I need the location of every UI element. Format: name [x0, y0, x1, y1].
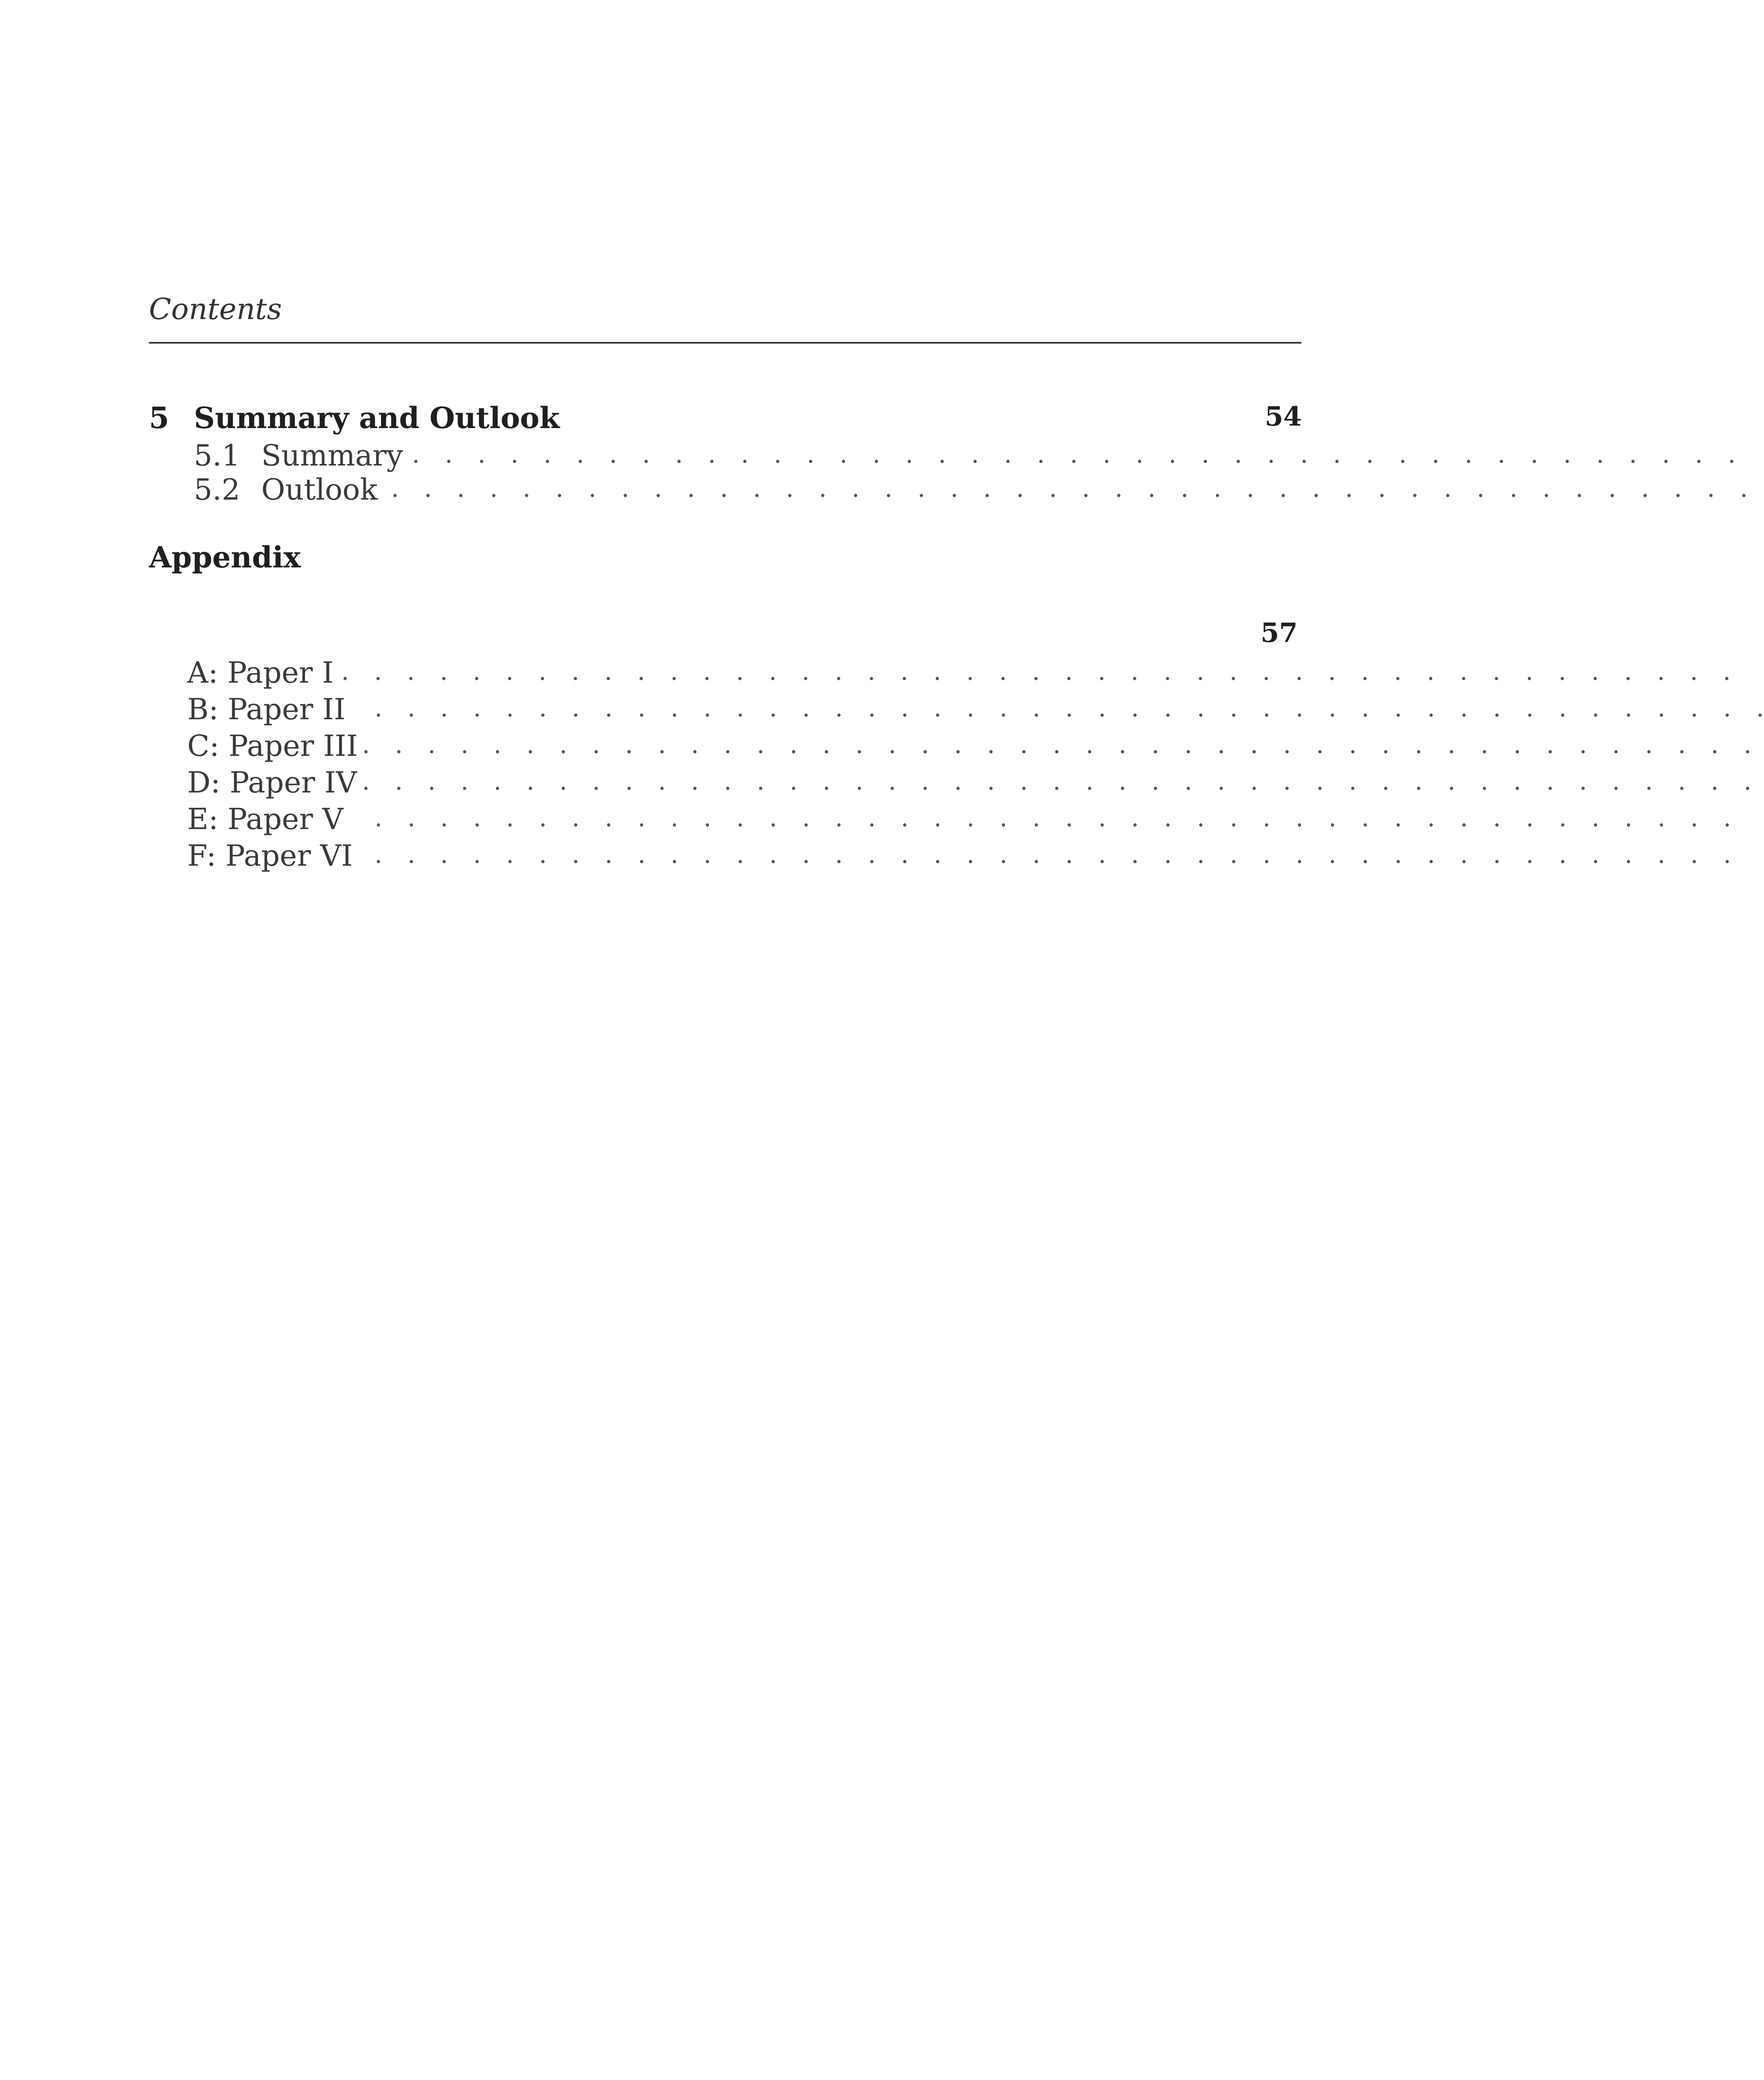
toc-section-number: 5.1: [194, 438, 240, 473]
running-head: Contents: [149, 292, 282, 326]
dot-leader: . . . . . . . . . . . . . . . . . . . . . . . . . . . . . . . . . . . . . . . . . .: [391, 474, 1748, 503]
chapter-number: 5: [149, 401, 169, 435]
toc-section-number: 5.2: [194, 473, 240, 507]
toc-appendix-item: A: Paper I: [187, 656, 334, 690]
chapter-page-number: 54: [1265, 401, 1302, 432]
dot-leader: . . . . . . . . . . . . . . . . . . . . . . . . . . . . . . . . . . . . . . . . . .: [374, 840, 1732, 869]
chapter-title: Summary and Outlook: [194, 401, 560, 435]
toc-section-title: Summary: [261, 438, 403, 473]
dot-leader: . . . . . . . . . . . . . . . . . . . . . . . . . . . . . . . . . . . . . . . . . .: [374, 803, 1732, 832]
dot-leader: . . . . . . . . . . . . . . . . . . . . . . . . . . . . . . . . . . . . . . . . . . .: [362, 767, 1752, 796]
toc-appendix-item: D: Paper IV: [187, 765, 357, 800]
toc-appendix-item: B: Paper II: [187, 692, 346, 726]
toc-appendix-item: E: Paper V: [187, 802, 344, 836]
dot-leader: . . . . . . . . . . . . . . . . . . . . . . . . . . . . . . . . . . . . . . . . . . .: [374, 693, 1764, 723]
header-rule: [149, 342, 1301, 344]
toc-appendix-item: F: Paper VI: [187, 839, 353, 873]
dot-leader: . . . . . . . . . . . . . . . . . . . . . . . . . . . . . . . . . . . . . . . . .: [412, 440, 1736, 469]
appendix-title: Appendix: [149, 540, 301, 574]
toc-section-title: Outlook: [261, 473, 378, 507]
dot-leader: . . . . . . . . . . . . . . . . . . . . . . . . . . . . . . . . . . . . . . . . . . .: [341, 657, 1731, 686]
toc-appendix-item: C: Paper III: [187, 729, 358, 763]
appendix-page-number: 57: [1261, 617, 1298, 649]
dot-leader: . . . . . . . . . . . . . . . . . . . . . . . . . . . . . . . . . . . . . . . . . . .: [362, 730, 1752, 759]
